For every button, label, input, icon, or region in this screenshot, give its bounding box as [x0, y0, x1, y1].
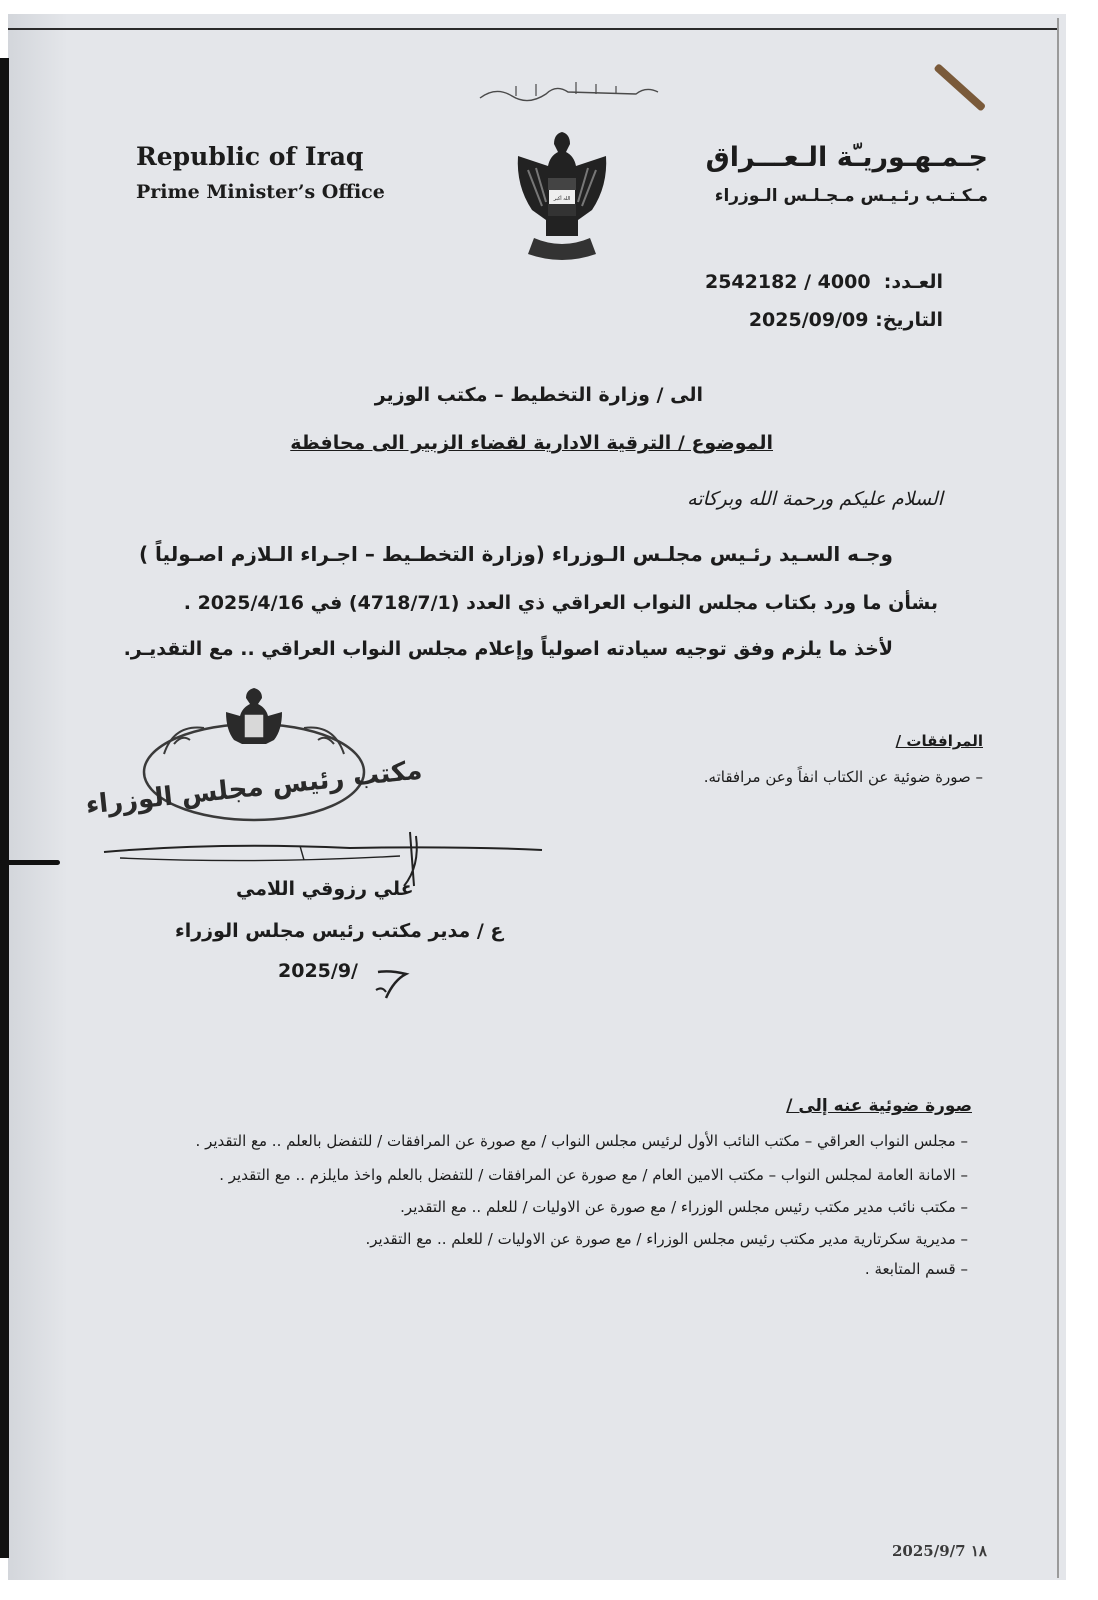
- office-stamp-seal: [84, 684, 424, 834]
- number-label: العـدد:: [883, 271, 943, 293]
- page-shadow: [8, 14, 68, 1580]
- page-top-edge: [8, 28, 1058, 30]
- stamp-text: مكتب رئيس مجلس الوزراء: [84, 755, 424, 821]
- header-ar-subtitle: مـكـتـب رئـيـس مـجـلـس الـوزراء: [714, 186, 988, 206]
- page-left-edge: [0, 58, 9, 1558]
- reference-number: [705, 271, 943, 293]
- attachments-heading: المرافقات /: [895, 732, 983, 750]
- greeting-line: السلام عليكم ورحمة الله وبركاته: [687, 488, 943, 510]
- footer-stamp-date: 2025/9/7 ١٨: [892, 1542, 987, 1560]
- basmala-calligraphy: [476, 78, 662, 106]
- number-value: 2542182 / 4000: [704, 271, 871, 293]
- header-en-title: Republic of Iraq: [136, 142, 364, 171]
- recipient-line: الى / وزارة التخطيط – مكتب الوزير: [374, 384, 703, 406]
- copy-item: – الامانة العامة لمجلس النواب – مكتب الامين العام / مع صورة عن المرافقات / للتفضل بالعلم واخذ مايلزم .. مع التقدير .: [219, 1166, 968, 1184]
- date-value: 2025/09/09: [748, 309, 869, 331]
- signatory-name: علي رزوقي اللامي: [236, 878, 414, 900]
- attachments-item: – صورة ضوئية عن الكتاب انفاً وعن مرافقاته.: [703, 768, 983, 786]
- handwritten-day: [372, 962, 412, 1002]
- page-right-edge: [1057, 18, 1059, 1578]
- emblem-text: الله أكبر: [553, 196, 571, 202]
- body-paragraph-1: وجـه السـيد رئـيس مجلـس الـوزراء (وزارة التخطـيط – اجـراء الـلازم اصـولياً ): [138, 542, 893, 566]
- date-label: التاريخ:: [875, 309, 943, 331]
- copy-item: – مديرية سكرتارية مدير مكتب رئيس مجلس الوزراء / مع صورة عن الاوليات / للعلم .. مع التقدير.: [365, 1230, 968, 1248]
- margin-pen-mark: [0, 860, 60, 865]
- subject-line: الموضوع / الترقية الادارية لقضاء الزبير الى محافظة: [290, 432, 773, 454]
- letter-date: [749, 309, 943, 331]
- iraq-emblem-icon: [512, 126, 612, 268]
- signature-date-text: 2025/9/: [278, 960, 358, 982]
- header-en-subtitle: Prime Minister’s Office: [136, 181, 385, 203]
- signature-date: [278, 960, 358, 982]
- body-paragraph-3: لأخذ ما يلزم وفق توجيه سيادته اصولياً وإعلام مجلس النواب العراقي .. مع التقديـر.: [123, 638, 893, 660]
- copy-item: – مجلس النواب العراقي – مكتب النائب الأول لرئيس مجلس النواب / مع صورة عن المرافقات / للتفضل بالعلم .. مع التقدير .: [195, 1132, 968, 1150]
- signatory-title: ع / مدير مكتب رئيس مجلس الوزراء: [175, 920, 504, 942]
- body-paragraph-2: بشأن ما ورد بكتاب مجلس النواب العراقي ذي العدد (4718/7/1) في 2025/4/16 .: [183, 592, 938, 614]
- copy-item: – قسم المتابعة .: [864, 1260, 968, 1278]
- header-ar-title: جـمـهـوريـّة الـعـــراق: [705, 142, 988, 173]
- copies-heading: صورة ضوئية عنه إلى /: [786, 1096, 972, 1116]
- copy-item: – مكتب نائب مدير مكتب رئيس مجلس الوزراء / مع صورة عن الاوليات / للعلم .. مع التقدير.: [400, 1198, 968, 1216]
